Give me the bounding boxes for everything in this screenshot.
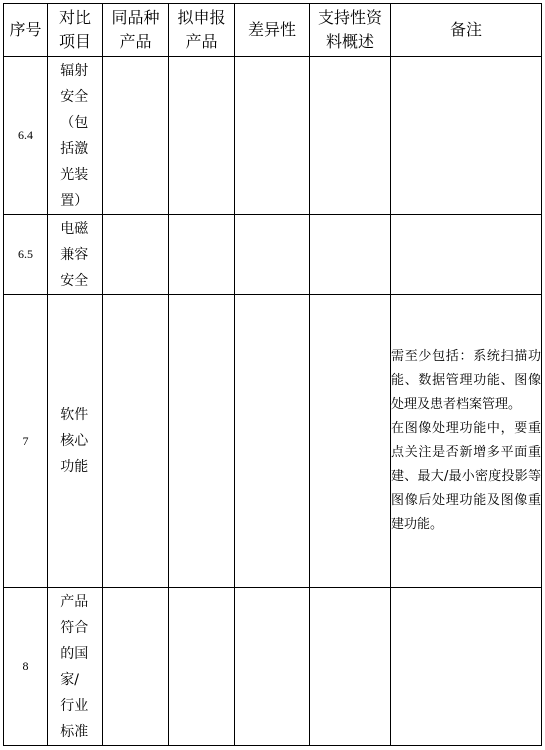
header-difference: 差异性 [235, 4, 310, 57]
row-proposed-product [169, 57, 235, 215]
row-proposed-product [169, 588, 235, 746]
row-seq: 6.4 [4, 57, 48, 215]
row-remarks [391, 295, 542, 588]
header-support-data: 支持性资料概述 [310, 4, 391, 57]
table-row [4, 588, 542, 746]
row-proposed-product [169, 215, 235, 295]
row-remarks [391, 588, 542, 746]
row-same-product [103, 215, 169, 295]
row-support-data [310, 588, 391, 746]
row-item-text: 电磁兼容安全 [60, 220, 89, 289]
row-difference [235, 57, 310, 215]
row-item-text: 软件核心功能 [60, 407, 89, 475]
row-seq: 7 [4, 295, 48, 588]
row-item-text: 辐射安全（包括激光装置） [60, 62, 89, 209]
row-item [48, 57, 103, 215]
row-support-data [310, 57, 391, 215]
header-item: 对比项目 [48, 4, 103, 57]
row-same-product [103, 588, 169, 746]
header-proposed-product: 拟申报产品 [169, 4, 235, 57]
row-item [48, 295, 103, 588]
row-same-product [103, 57, 169, 215]
row-difference [235, 215, 310, 295]
header-seq: 序号 [4, 4, 48, 57]
row-item [48, 588, 103, 746]
row-item-text: 产品符合的国家/行业标准 [60, 593, 89, 740]
row-difference [235, 588, 310, 746]
table-row [4, 57, 542, 215]
header-same-product: 同品种产品 [103, 4, 169, 57]
row-seq: 8 [4, 588, 48, 746]
row-support-data [310, 215, 391, 295]
row-proposed-product [169, 295, 235, 588]
comparison-table [3, 3, 542, 746]
row-remarks [391, 57, 542, 215]
header-row [4, 4, 542, 57]
table-row [4, 295, 542, 588]
row-difference [235, 295, 310, 588]
remarks-paragraph: 在图像处理功能中，要重点关注是否新增多平面重建、最大/最小密度投影等图像后处理功能及图像重建功能。 [391, 421, 541, 532]
row-item [48, 215, 103, 295]
row-support-data [310, 295, 391, 588]
row-same-product [103, 295, 169, 588]
remarks-paragraph: 需至少包括：系统扫描功能、数据管理功能、图像处理及患者档案管理。 [391, 349, 541, 412]
row-remarks [391, 215, 542, 295]
header-remarks: 备注 [391, 4, 542, 57]
row-seq: 6.5 [4, 215, 48, 295]
table-row [4, 215, 542, 295]
